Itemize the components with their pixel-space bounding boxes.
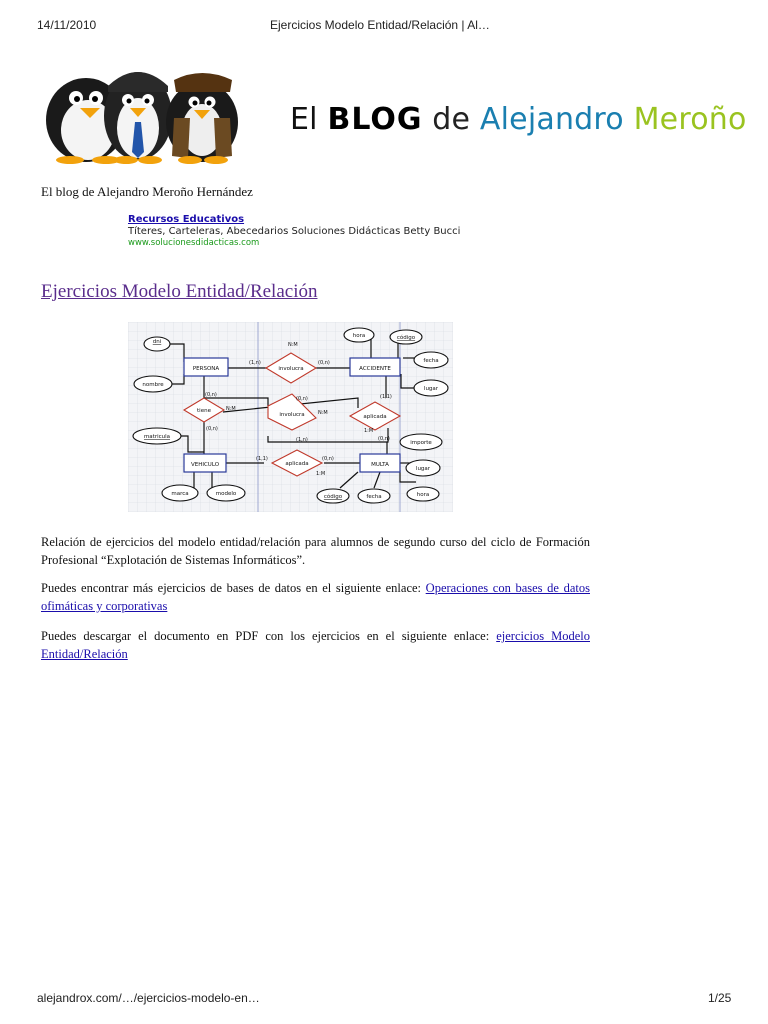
entity-accidente [350,358,400,376]
attr-modelo-label: modelo [215,491,237,497]
attr-codigo-1-label: código [396,335,416,341]
entity-accidente-label: ACCIDENTE [359,366,391,372]
pdf-download-link[interactable]: ejercicios Modelo Entidad/Relación [41,629,590,661]
banner-word-el: El [290,102,318,137]
card-label: (0,n) [322,456,334,462]
download-text: Puedes descargar el documento en PDF con los ejercicios en el siguiente enlace: [41,629,497,643]
entity-vehiculo [184,454,226,472]
er-diagram-image [128,322,453,512]
card-label: N:M [226,406,236,412]
banner-word-blog: BLOG [327,102,423,137]
ad-url[interactable]: www.solucionesdidacticas.com [128,238,260,248]
more-exercises-paragraph [41,579,590,615]
sponsored-ad [128,214,460,248]
attr-nombre-label: nombre [142,382,164,388]
penguin-2-icon [104,72,172,164]
ad-title-link[interactable]: Recursos Educativos [128,214,245,225]
card-label: (0,n) [296,396,308,402]
attr-lugar-2-label: lugar [415,466,431,472]
penguin-mascots-logo [40,62,250,164]
entity-vehiculo-label: VEHICULO [190,462,220,468]
card-label: N:M [318,410,328,416]
card-label: (1,n) [296,437,308,443]
card-label: 1:M [364,428,374,434]
ad-description: Títeres, Carteleras, Abecedarios Soluciones Didácticas Betty Bucci [128,226,461,237]
entity-multa-label: MULTA [371,462,389,468]
card-label: (0,n) [318,360,330,366]
blog-subtitle: El blog de Alejandro Meroño Hernández [41,184,253,199]
relation-involucra-1-label: involucra [278,366,304,372]
attr-codigo-2-label: código [323,494,343,500]
entity-persona [184,358,228,376]
post-title-link[interactable]: Ejercicios Modelo Entidad/Relación [41,281,318,302]
download-paragraph [41,627,590,663]
card-label: (1,n) [249,360,261,366]
attr-fecha-1-label: fecha [423,358,439,364]
bases-de-datos-link[interactable]: Operaciones con bases de datos ofimáticas y corporativas [41,581,590,613]
blog-banner[interactable] [40,62,747,164]
attr-lugar-1-label: lugar [423,386,439,392]
relation-tiene-label: tiene [197,408,211,414]
print-page-number: 1/25 [708,991,732,1005]
print-page-url: alejandrox.com/…/ejercicios-modelo-en… [37,991,260,1005]
card-label: N:M [288,342,298,348]
card-label: (0,n) [205,392,217,398]
attr-hora-1-label: hora [352,333,366,339]
attr-matricula-label: matricula [143,434,171,440]
attr-fecha-2-label: fecha [366,494,382,500]
print-date: 14/11/2010 [37,18,97,32]
card-label: (0,n) [206,426,218,432]
attr-hora-2-label: hora [416,492,430,498]
banner-word-alejandro: Alejandro [479,102,624,137]
banner-word-de: de [432,102,471,137]
blog-banner-title [290,102,747,137]
print-page-title: Ejercicios Modelo Entidad/Relación | Al… [270,18,490,32]
relation-aplicada-1-label: aplicada [363,414,387,420]
penguin-3-icon [166,73,238,164]
attr-dni-label: dni [152,339,162,345]
entity-persona-label: PERSONA [192,366,220,372]
entity-multa [360,454,400,472]
attr-importe-label: importe [410,440,432,446]
banner-word-merono: Meroño [633,102,747,137]
intro-paragraph: Relación de ejercicios del modelo entidad/relación para alumnos de segundo curso del ciclo de Formación Profesional “Explotación de Sistemas Informáticos”. [41,535,590,567]
relation-aplicada-2-label: aplicada [285,461,309,467]
relation-involucra-2-label: involucra [279,412,305,418]
attr-marca-label: marca [171,491,189,497]
card-label: (1,1) [256,456,268,462]
card-label: (1,1) [380,394,392,400]
card-label: (0,n) [378,436,390,442]
card-label: 1:M [316,471,326,477]
more-exercises-text: Puedes encontrar más ejercicios de bases de datos en el siguiente enlace: [41,581,426,595]
